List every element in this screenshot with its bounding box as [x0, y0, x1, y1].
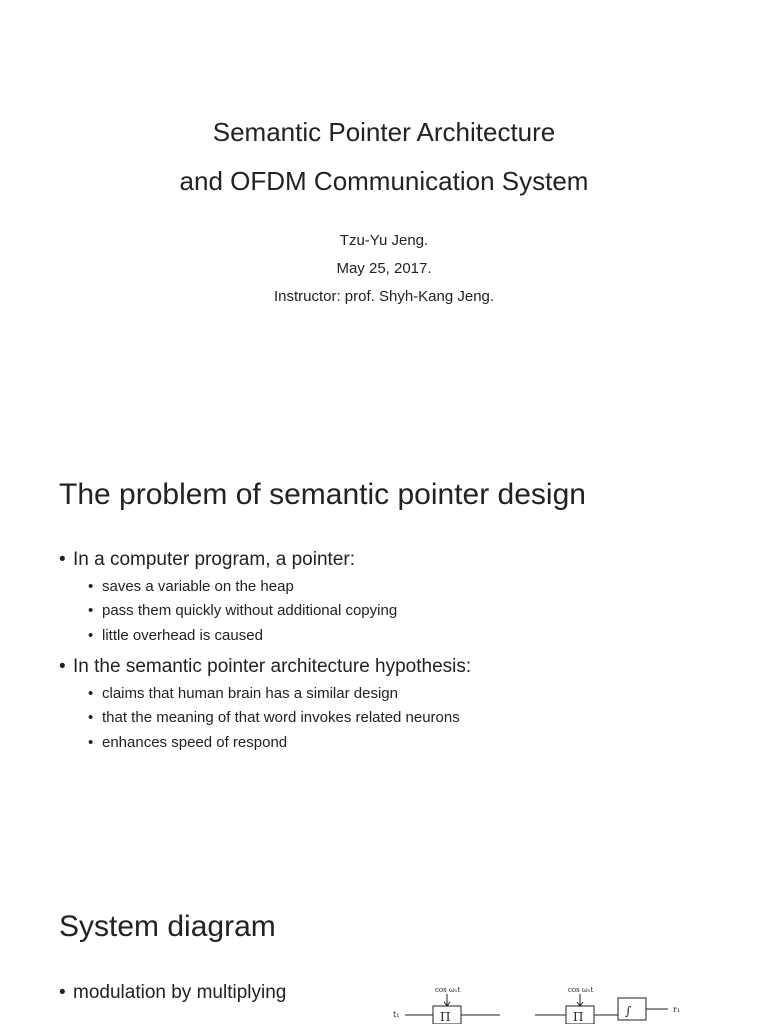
- slide-heading: The problem of semantic pointer design: [59, 478, 586, 511]
- title-line-2: and OFDM Communication System: [179, 166, 589, 196]
- instructor: Instructor: prof. Shyh-Kang Jeng.: [273, 288, 495, 305]
- bullet-text: In a computer program, a pointer:: [73, 549, 355, 570]
- carrier-label-2: cos ω₁t: [568, 986, 594, 994]
- bullet-item: [59, 549, 355, 571]
- sub-bullet-item: [88, 602, 397, 619]
- sub-bullet-text: that the meaning of that word invokes related neurons: [102, 709, 460, 726]
- system-slide: [0, 890, 768, 1024]
- integrator-symbol: ∫: [625, 1004, 632, 1018]
- sub-bullet-item: [88, 578, 294, 595]
- sub-bullet-text: pass them quickly without additional copying: [102, 602, 398, 619]
- input-label: t₁: [393, 1010, 400, 1019]
- bullet-dot: •: [59, 982, 66, 1003]
- slide-heading: System diagram: [59, 910, 276, 943]
- bullet-dot: •: [88, 627, 94, 644]
- carrier-label-1: cos ω₁t: [435, 986, 461, 994]
- sub-bullet-item: [88, 734, 287, 751]
- bullet-dot: •: [88, 578, 94, 595]
- title-line-1: Semantic Pointer Architecture: [212, 117, 556, 147]
- bullet-dot: •: [88, 602, 94, 619]
- bullet-text: modulation by multiplying: [73, 982, 287, 1003]
- bullet-dot: •: [59, 656, 66, 677]
- bullet-dot: •: [88, 685, 94, 702]
- bullet-dot: •: [88, 734, 94, 751]
- product-symbol-1: Π: [440, 1010, 451, 1024]
- date: May 25, 2017.: [336, 260, 432, 277]
- sub-bullet-text: saves a variable on the heap: [102, 578, 294, 595]
- product-symbol-2: Π: [573, 1010, 584, 1024]
- bullet-dot: •: [59, 549, 66, 570]
- sub-bullet-text: enhances speed of respond: [102, 734, 288, 751]
- bullet-item: [59, 982, 286, 1004]
- sub-bullet-item: [88, 685, 398, 702]
- title-slide: [0, 0, 768, 420]
- author: Tzu-Yu Jeng.: [339, 232, 429, 249]
- sub-bullet-text: claims that human brain has a similar design: [102, 685, 398, 702]
- system-diagram-sketch: [385, 984, 705, 1024]
- sub-bullet-text: little overhead is caused: [102, 627, 263, 644]
- bullet-item: [59, 656, 471, 678]
- bullet-dot: •: [88, 709, 94, 726]
- problem-slide: [0, 420, 768, 890]
- bullet-text: In the semantic pointer architecture hypothesis:: [73, 656, 472, 677]
- sub-bullet-item: [88, 627, 263, 644]
- sub-bullet-item: [88, 709, 460, 726]
- output-label: r₁: [673, 1005, 681, 1014]
